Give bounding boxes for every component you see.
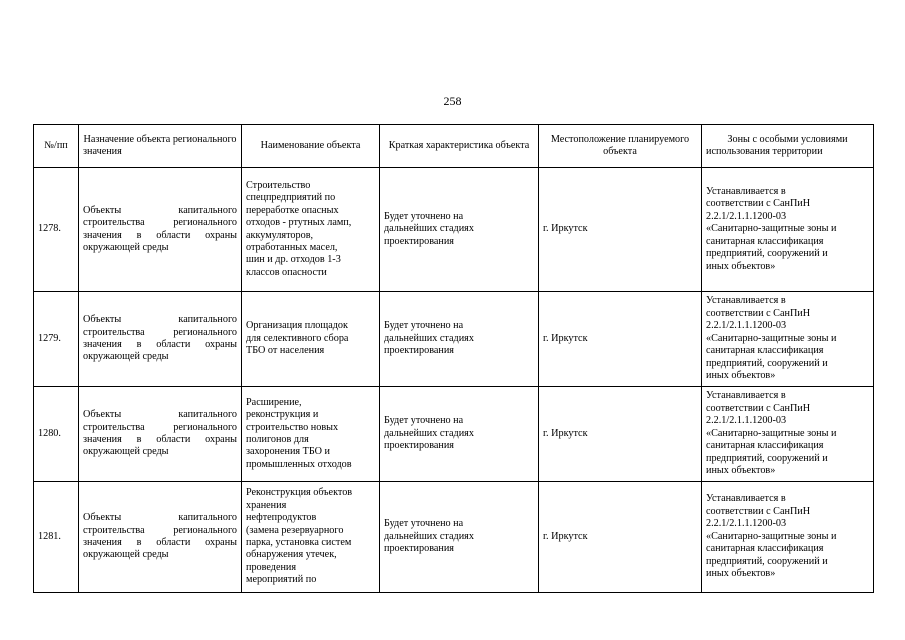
row-description-text: Будет уточнено на дальнейших стадиях проектирования bbox=[384, 518, 474, 555]
row-zones-text: Устанавливается в соответствии с СанПиН 2.2.1/2.1.1.1200-03 «Санитарно-защитные зоны и санитарная классификация предприятий, сооружений и иных объектов» bbox=[706, 493, 837, 580]
row-zones bbox=[702, 387, 874, 482]
row-name bbox=[242, 482, 380, 593]
row-name-text: Расширение, реконструкция и строительство новых полигонов для захоронения ТБО и промышленных отходов bbox=[246, 396, 352, 470]
row-zones bbox=[702, 168, 874, 292]
row-location: г. Иркутск bbox=[539, 387, 702, 482]
row-description-text: Будет уточнено на дальнейших стадиях проектирования bbox=[384, 415, 474, 452]
row-number: 1278. bbox=[34, 168, 79, 292]
row-zones-text: Устанавливается в соответствии с СанПиН 2.2.1/2.1.1.1200-03 «Санитарно-защитные зоны и санитарная классификация предприятий, сооружений и иных объектов» bbox=[706, 390, 837, 477]
row-purpose: Объекты капитального строительства регионального значения в области охраны окружающей среды bbox=[79, 168, 242, 292]
table-row bbox=[34, 168, 874, 292]
header-num: №/пп bbox=[34, 125, 79, 168]
row-purpose: Объекты капитального строительства регионального значения в области охраны окружающей среды bbox=[79, 387, 242, 482]
row-purpose: Объекты капитального строительства регионального значения в области охраны окружающей среды bbox=[79, 482, 242, 593]
row-description bbox=[380, 292, 539, 387]
row-zones bbox=[702, 292, 874, 387]
row-zones bbox=[702, 482, 874, 593]
row-description bbox=[380, 482, 539, 593]
header-description: Краткая характеристика объекта bbox=[380, 125, 539, 168]
row-number: 1280. bbox=[34, 387, 79, 482]
row-name-text: Строительство спецпредприятий по переработке опасных отходов - ртутных ламп, аккумуляторов, отработанных масел, шин и др. отходов 1-3 классов опасности bbox=[246, 179, 352, 278]
table-row bbox=[34, 387, 874, 482]
header-zones: Зоны с особыми условиями использования территории bbox=[702, 125, 874, 168]
table-row bbox=[34, 482, 874, 593]
row-name-text: Организация площадок для селективного сбора ТБО от населения bbox=[246, 320, 349, 357]
table-header-row bbox=[34, 125, 874, 168]
table-row bbox=[34, 292, 874, 387]
header-name: Наименование объекта bbox=[242, 125, 380, 168]
row-zones-text: Устанавливается в соответствии с СанПиН 2.2.1/2.1.1.1200-03 «Санитарно-защитные зоны и санитарная классификация предприятий, сооружений и иных объектов» bbox=[706, 185, 837, 272]
header-purpose: Назначение объекта регионального значения bbox=[79, 125, 242, 168]
row-name bbox=[242, 387, 380, 482]
row-location: г. Иркутск bbox=[539, 482, 702, 593]
row-purpose: Объекты капитального строительства регионального значения в области охраны окружающей среды bbox=[79, 292, 242, 387]
objects-table bbox=[33, 124, 874, 593]
row-location: г. Иркутск bbox=[539, 168, 702, 292]
row-zones-text: Устанавливается в соответствии с СанПиН 2.2.1/2.1.1.1200-03 «Санитарно-защитные зоны и санитарная классификация предприятий, сооружений и иных объектов» bbox=[706, 295, 837, 382]
row-number: 1281. bbox=[34, 482, 79, 593]
header-location: Местоположение планируемого объекта bbox=[539, 125, 702, 168]
row-number: 1279. bbox=[34, 292, 79, 387]
row-name bbox=[242, 292, 380, 387]
row-description-text: Будет уточнено на дальнейших стадиях проектирования bbox=[384, 320, 474, 357]
row-name bbox=[242, 168, 380, 292]
row-description bbox=[380, 387, 539, 482]
row-description bbox=[380, 168, 539, 292]
row-location: г. Иркутск bbox=[539, 292, 702, 387]
row-description-text: Будет уточнено на дальнейших стадиях проектирования bbox=[384, 210, 474, 247]
row-name-text: Реконструкция объектов хранения нефтепродуктов (замена резервуарного парка, установка систем обнаружения утечек, проведения мероприятий по bbox=[246, 487, 353, 586]
page-number: 258 bbox=[443, 94, 462, 108]
